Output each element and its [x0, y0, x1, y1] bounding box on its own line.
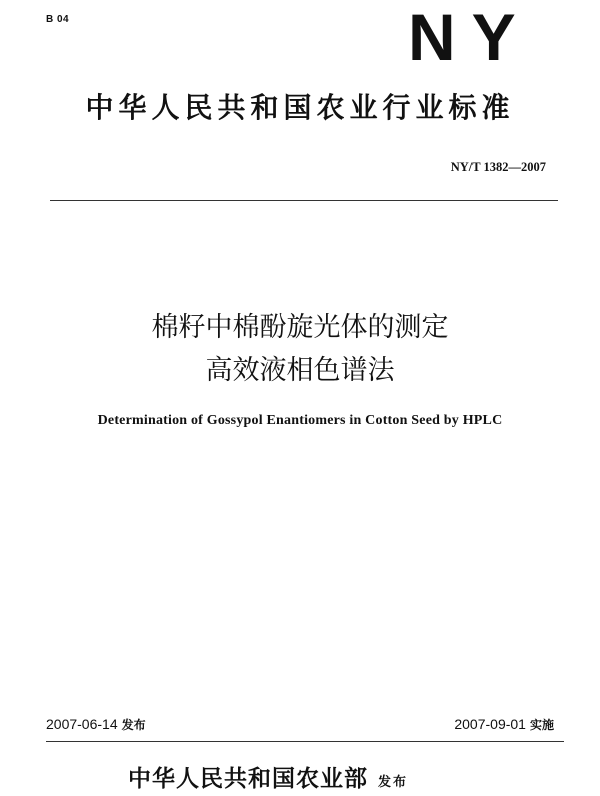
- implement-date: 2007-09-01: [454, 716, 526, 732]
- english-title: Determination of Gossypol Enantiomers in Cotton Seed by HPLC: [97, 413, 503, 428]
- standard-number: NY/T 1382—2007: [450, 160, 546, 174]
- issue-date-block: [46, 716, 146, 733]
- issuer-action: 发布: [378, 775, 409, 790]
- implement-label: 实施: [529, 718, 554, 732]
- implement-date-block: [454, 716, 554, 733]
- issue-label: 发布: [121, 718, 146, 732]
- issue-date: 2007-06-14: [46, 716, 118, 732]
- document-title-line-1: 棉籽中棉酚旋光体的测定: [151, 312, 449, 343]
- classification-code: B 04: [46, 14, 70, 25]
- document-title-line-2: 高效液相色谱法: [205, 355, 395, 386]
- footer-divider: [46, 741, 564, 742]
- header-divider: [50, 200, 558, 201]
- issuer-block: [128, 760, 408, 793]
- standard-category-title: 中华人民共和国农业行业标准: [85, 91, 515, 124]
- standard-logo: NY: [408, 0, 532, 74]
- issuer-name: 中华人民共和国农业部: [128, 765, 368, 792]
